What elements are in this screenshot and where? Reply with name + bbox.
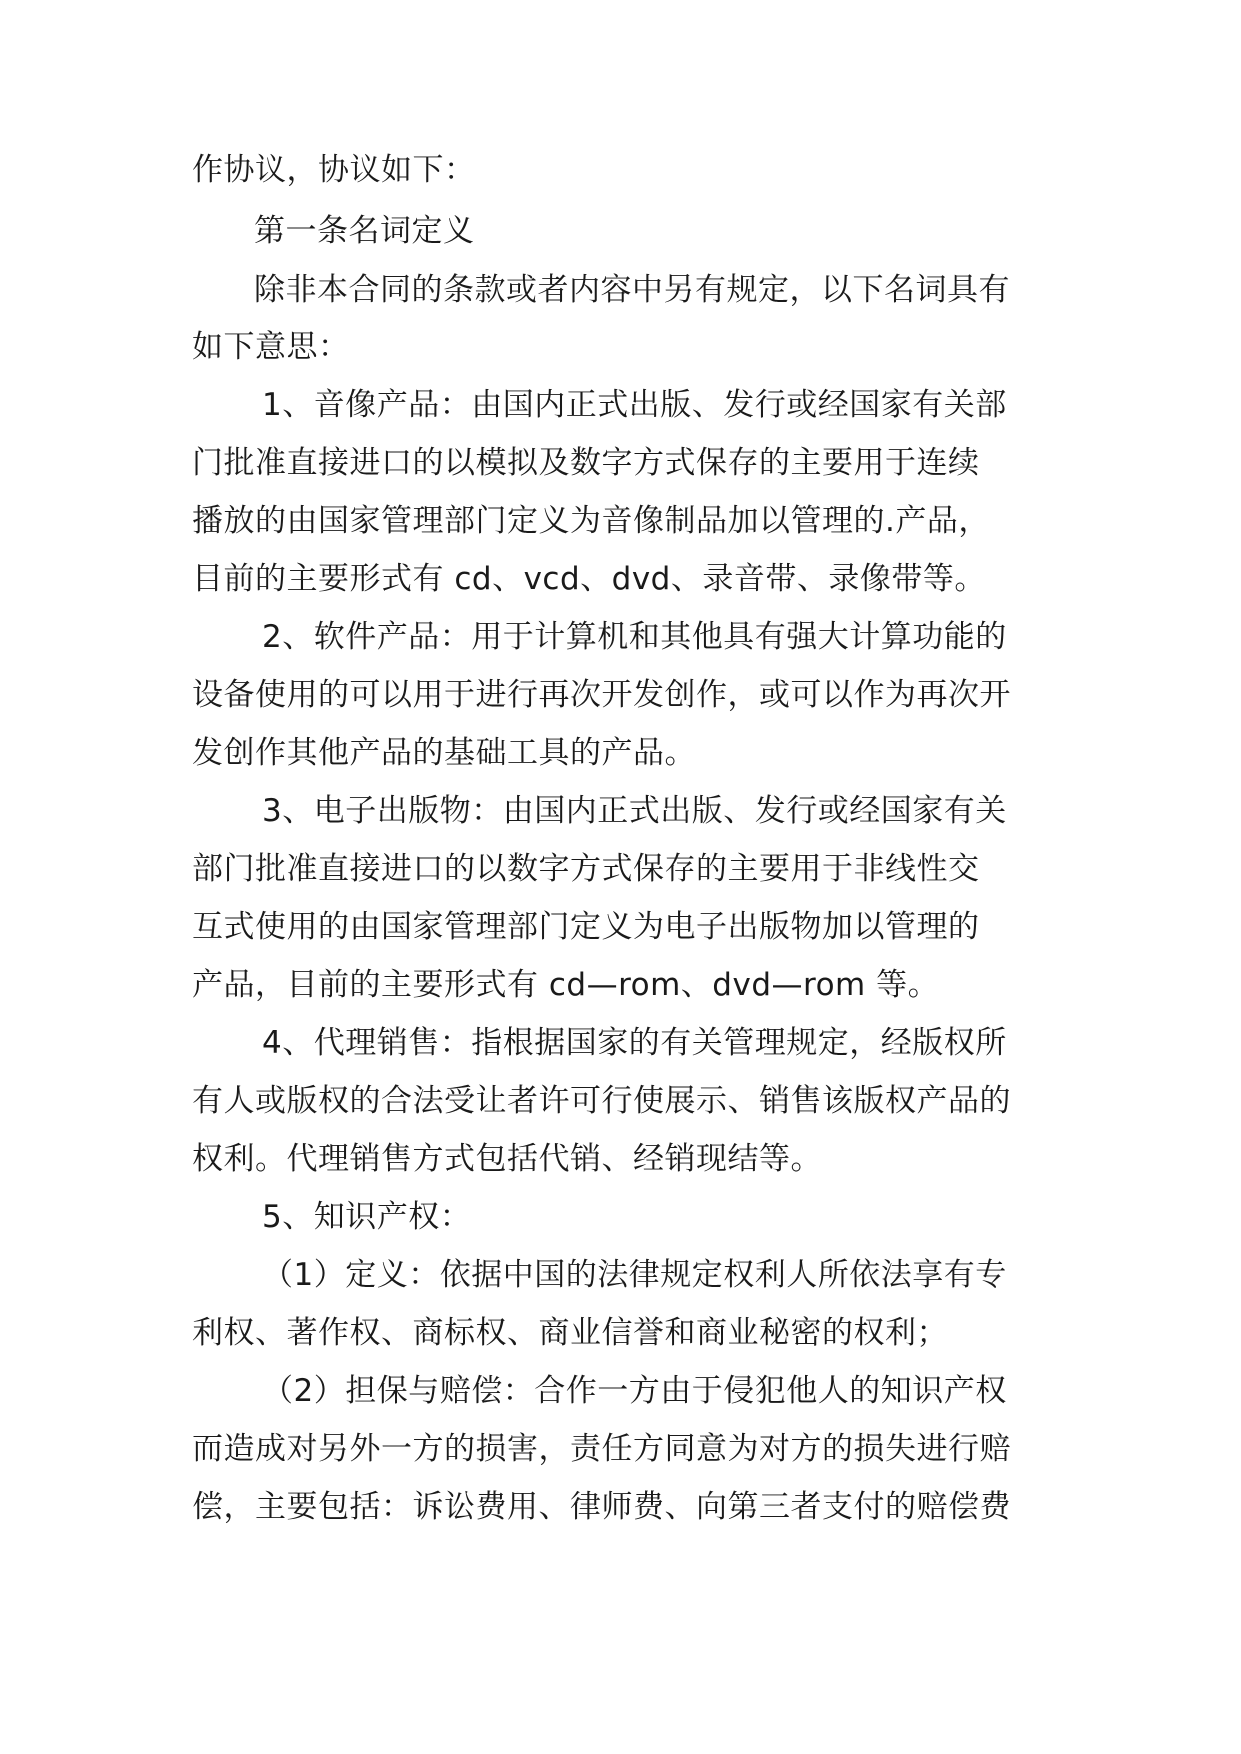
text-line: 5、知识产权：: [262, 1199, 472, 1235]
text-line: 部门批准直接进口的以数字方式保存的主要用于非线性交: [192, 851, 980, 887]
text-line: 权利。代理销售方式包括代销、经销现结等。: [192, 1141, 822, 1177]
text-line: 设备使用的可以用于进行再次开发创作，或可以作为再次开: [192, 677, 1011, 713]
text-line: 目前的主要形式有 cd、vcd、dvd、录音带、录像带等。: [192, 561, 986, 597]
text-line: 如下意思：: [192, 329, 350, 365]
text-line: （2）担保与赔偿：合作一方由于侵犯他人的知识产权: [262, 1373, 1007, 1409]
text-line: 1、音像产品：由国内正式出版、发行或经国家有关部: [262, 387, 1007, 423]
text-line: 互式使用的由国家管理部门定义为电子出版物加以管理的: [192, 909, 980, 945]
text-line: 2、软件产品：用于计算机和其他具有强大计算功能的: [262, 619, 1007, 655]
text-line: 利权、著作权、商标权、商业信誉和商业秘密的权利；: [192, 1315, 948, 1351]
text-line: 4、代理销售：指根据国家的有关管理规定，经版权所: [262, 1025, 1007, 1061]
text-line: 作协议，协议如下：: [192, 152, 476, 188]
text-line: 3、电子出版物：由国内正式出版、发行或经国家有关: [262, 793, 1007, 829]
article-heading: 第一条名词定义: [254, 213, 475, 249]
text-line: 除非本合同的条款或者内容中另有规定，以下名词具有: [254, 272, 1010, 308]
text-line: 播放的由国家管理部门定义为音像制品加以管理的.产品，: [192, 503, 990, 539]
text-line: 产品，目前的主要形式有 cd—rom、dvd—rom 等。: [192, 967, 940, 1003]
text-line: （1）定义：依据中国的法律规定权利人所依法享有专: [262, 1257, 1007, 1293]
text-line: 偿，主要包括：诉讼费用、律师费、向第三者支付的赔偿费: [192, 1489, 1011, 1525]
text-line: 而造成对另外一方的损害，责任方同意为对方的损失进行赔: [192, 1431, 1011, 1467]
text-line: 门批准直接进口的以模拟及数字方式保存的主要用于连续: [192, 445, 980, 481]
text-line: 有人或版权的合法受让者许可行使展示、销售该版权产品的: [192, 1083, 1011, 1119]
text-line: 发创作其他产品的基础工具的产品。: [192, 735, 696, 771]
